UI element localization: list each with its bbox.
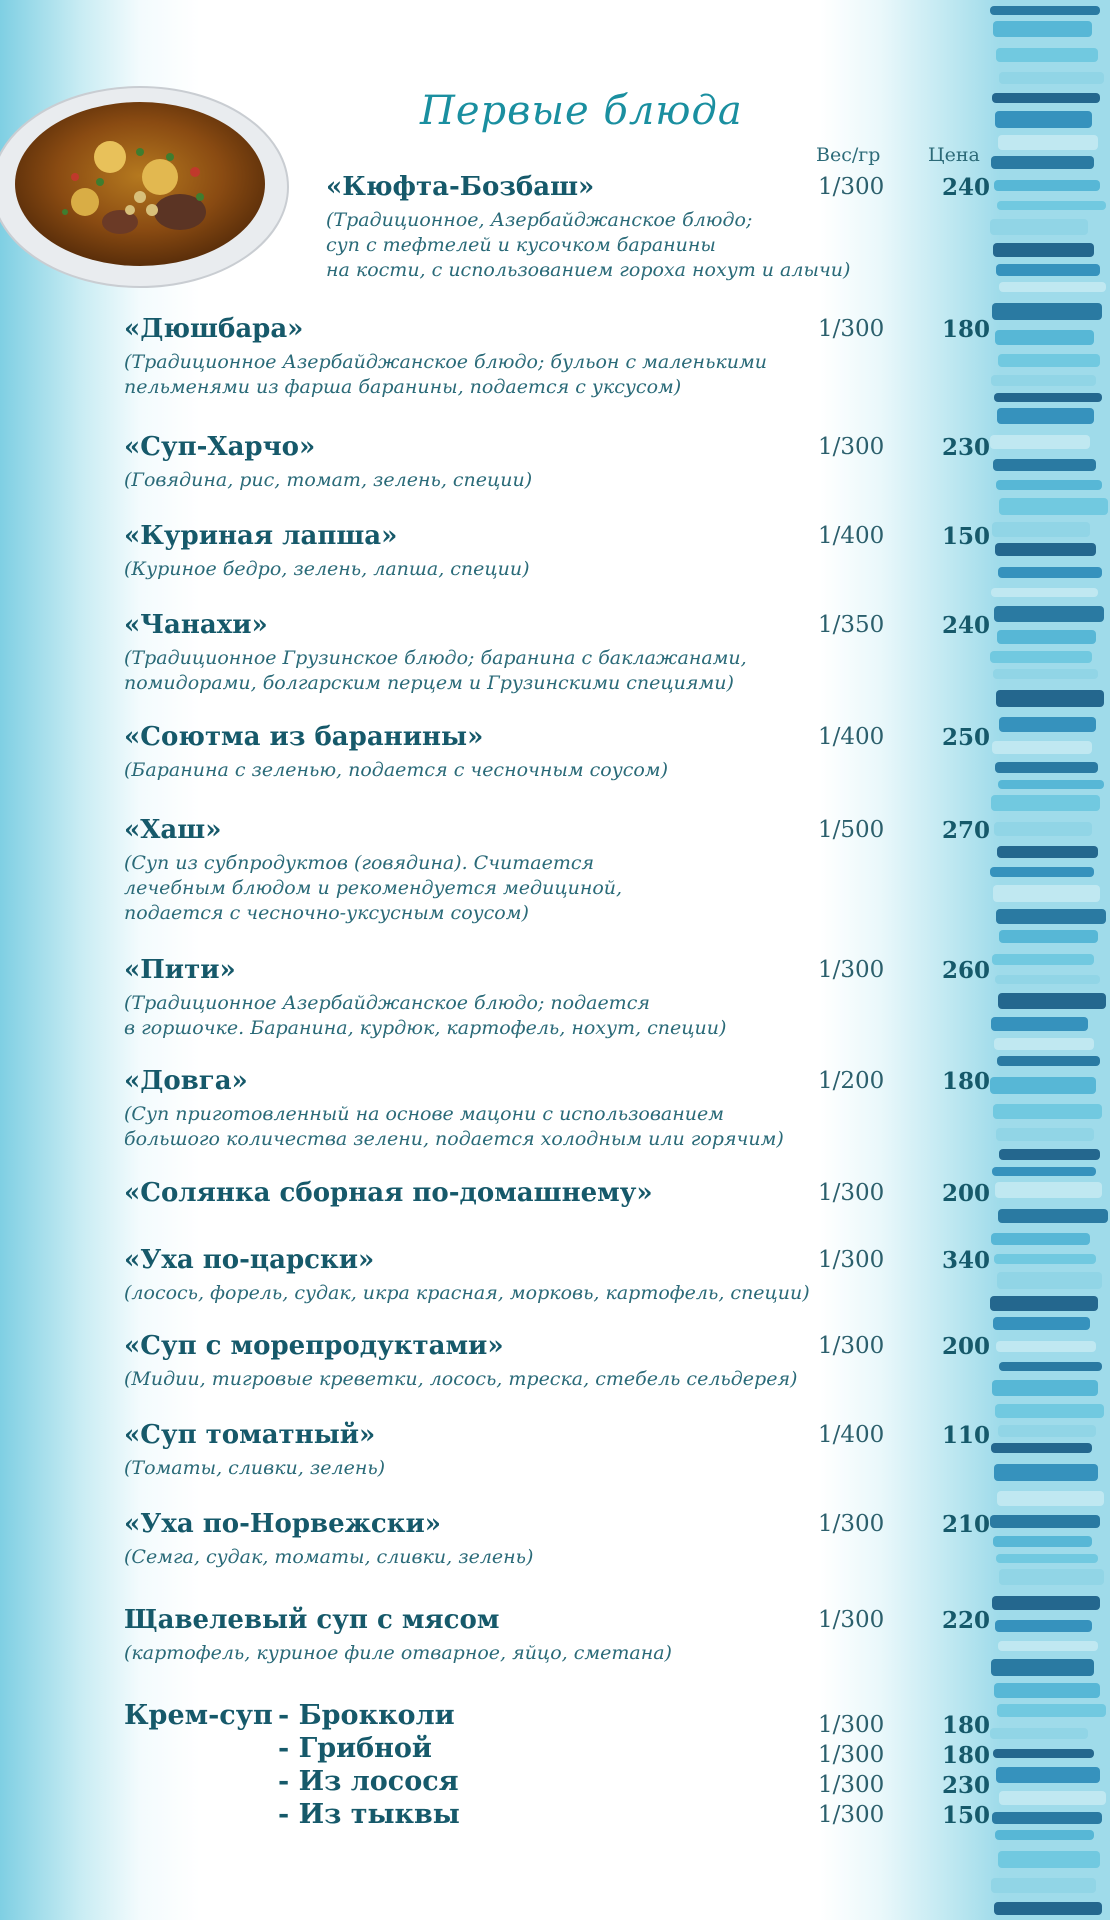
stripe xyxy=(992,1812,1102,1824)
item-weight: 1/400 xyxy=(818,1422,885,1448)
stripe xyxy=(994,180,1100,191)
item-price: 210 xyxy=(942,1511,991,1538)
stripe xyxy=(992,1167,1096,1176)
item-price: 180 xyxy=(942,1068,991,1095)
stripe xyxy=(998,1641,1098,1651)
variant-name: - Из тыквы xyxy=(278,1799,460,1830)
stripe xyxy=(995,1830,1094,1840)
stripe xyxy=(998,993,1106,1009)
section-title: Первые блюда xyxy=(420,88,743,134)
stripe xyxy=(993,885,1100,902)
item-description: (картофель, куриное филе отварное, яйцо, сметана) xyxy=(124,1642,672,1664)
stripe xyxy=(993,1317,1090,1330)
stripe xyxy=(999,930,1098,943)
variant-weight: 1/300 xyxy=(818,1772,885,1798)
item-weight: 1/350 xyxy=(818,612,885,638)
stripe xyxy=(990,1515,1100,1528)
item-weight: 1/300 xyxy=(818,1333,885,1359)
stripe xyxy=(999,72,1104,84)
stripe xyxy=(990,867,1094,877)
stripe xyxy=(994,1038,1094,1050)
stripe xyxy=(994,1683,1100,1698)
item-weight: 1/300 xyxy=(818,1247,885,1273)
variant-name: - Брокколи xyxy=(278,1700,455,1731)
stripe xyxy=(996,1767,1100,1783)
stripe xyxy=(997,408,1094,424)
stripe xyxy=(999,717,1096,732)
item-name: «Дюшбара» xyxy=(124,314,304,344)
variant-price: 230 xyxy=(942,1772,991,1799)
variant-name: - Из лосося xyxy=(278,1766,459,1797)
item-weight: 1/300 xyxy=(818,1180,885,1206)
item-name: «Куриная лапша» xyxy=(124,521,398,551)
item-name: «Соютма из баранины» xyxy=(124,722,484,752)
stripe xyxy=(991,1443,1092,1453)
stripe xyxy=(990,435,1090,449)
stripe xyxy=(998,780,1104,789)
stripe xyxy=(993,1749,1094,1758)
stripe xyxy=(999,498,1108,515)
stripe xyxy=(994,606,1104,622)
stripe xyxy=(990,6,1100,15)
item-name: «Суп-Харчо» xyxy=(124,432,316,462)
stripe xyxy=(991,156,1094,169)
item-description: (Баранина с зеленью, подается с чесночным соусом) xyxy=(124,759,668,781)
stripe xyxy=(994,393,1102,402)
item-name: «Довга» xyxy=(124,1066,248,1096)
stripe xyxy=(993,1104,1102,1119)
item-price: 200 xyxy=(942,1180,991,1207)
item-description: (Традиционное Азербайджанское блюдо; бульон с маленькими пельменями из фарша баранины, подается с уксусом) xyxy=(124,351,767,398)
stripe xyxy=(992,303,1102,320)
item-name: «Суп с морепродуктами» xyxy=(124,1331,504,1361)
cream-soup-group xyxy=(0,1700,990,1880)
item-description: (Традиционное Грузинское блюдо; баранина с баклажанами, помидорами, болгарским перцем и Грузинскими специями) xyxy=(124,647,747,694)
stripe xyxy=(991,375,1096,386)
item-price: 240 xyxy=(942,174,991,201)
stripe xyxy=(996,1341,1096,1352)
item-name: «Суп томатный» xyxy=(124,1420,376,1450)
cream-soup-variant xyxy=(0,1766,991,1799)
stripe xyxy=(992,1596,1100,1610)
variant-weight: 1/300 xyxy=(818,1802,885,1828)
item-name: «Уха по-Норвежски» xyxy=(124,1509,442,1539)
stripe xyxy=(991,1233,1090,1245)
item-description: (Куриное бедро, зелень, лапша, специи) xyxy=(124,558,530,580)
weight-column-header: Вес/гр xyxy=(816,144,881,166)
stripe xyxy=(996,48,1098,62)
item-weight: 1/400 xyxy=(818,724,885,750)
cream-soup-variant xyxy=(0,1700,991,1739)
stripe xyxy=(997,1491,1104,1506)
item-name: «Пити» xyxy=(124,955,236,985)
decorative-stripes xyxy=(990,0,1110,1920)
item-weight: 1/500 xyxy=(818,817,885,843)
variant-price: 180 xyxy=(942,1742,991,1769)
stripe xyxy=(997,1704,1106,1717)
item-price: 180 xyxy=(942,316,991,343)
item-description: (Говядина, рис, томат, зелень, специи) xyxy=(124,469,533,491)
item-weight: 1/300 xyxy=(818,1511,885,1537)
item-description: (Мидии, тигровые креветки, лосось, треска, стебель сельдерея) xyxy=(124,1368,798,1390)
stripe xyxy=(994,1254,1096,1264)
stripe xyxy=(990,1728,1088,1739)
stripe xyxy=(995,330,1094,345)
item-price: 110 xyxy=(942,1422,991,1449)
variant-price: 180 xyxy=(942,1712,991,1739)
variant-price: 150 xyxy=(942,1802,991,1829)
item-weight: 1/400 xyxy=(818,523,885,549)
stripe xyxy=(998,567,1102,578)
cream-soup-variant xyxy=(0,1799,990,1829)
item-name: «Уха по-царски» xyxy=(124,1245,375,1275)
stripe xyxy=(991,1878,1096,1893)
item-weight: 1/300 xyxy=(818,434,885,460)
item-weight: 1/300 xyxy=(818,957,885,983)
stripe xyxy=(991,1659,1094,1676)
item-weight: 1/300 xyxy=(818,174,885,200)
stripe xyxy=(996,1128,1094,1141)
stripe xyxy=(995,975,1100,984)
item-name: «Кюфта-Бозбаш» xyxy=(326,172,595,202)
stripe xyxy=(990,651,1092,663)
stripe xyxy=(996,480,1102,490)
stripe xyxy=(997,1056,1100,1066)
cream-soup-variant xyxy=(0,1733,991,1769)
stripe xyxy=(993,669,1098,679)
stripe xyxy=(995,111,1092,128)
item-name: «Солянка сборная по-домашнему» xyxy=(124,1178,653,1208)
item-weight: 1/200 xyxy=(818,1068,885,1094)
item-name: «Чанахи» xyxy=(124,610,268,640)
stripe xyxy=(994,1902,1102,1915)
cream-soup-label: Крем-суп xyxy=(124,1700,273,1731)
item-description: (лосось, форель, судак, икра красная, морковь, картофель, специи) xyxy=(124,1282,810,1304)
stripe xyxy=(990,1296,1098,1311)
stripe xyxy=(992,522,1090,537)
stripe xyxy=(995,762,1098,773)
stripe xyxy=(998,135,1098,150)
item-name: «Хаш» xyxy=(124,815,222,845)
stripe xyxy=(998,1209,1108,1223)
stripe xyxy=(999,1791,1106,1805)
item-price: 260 xyxy=(942,957,991,984)
stripe xyxy=(994,822,1092,836)
stripe xyxy=(991,588,1098,597)
stripe xyxy=(997,846,1098,858)
item-price: 150 xyxy=(942,523,991,550)
item-price: 270 xyxy=(942,817,991,844)
item-weight: 1/300 xyxy=(818,316,885,342)
stripe xyxy=(990,1077,1096,1094)
item-description: (Суп из субпродуктов (говядина). Считается лечебным блюдом и рекомендуется медициной, подается с чесночно-уксусным соусом) xyxy=(124,852,623,924)
stripe xyxy=(996,1554,1098,1563)
price-column-header: Цена xyxy=(928,144,980,166)
stripe xyxy=(995,1620,1092,1632)
stripe xyxy=(993,1536,1092,1547)
stripe xyxy=(997,1272,1102,1289)
stripe xyxy=(996,909,1106,924)
stripe xyxy=(993,21,1092,37)
stripe xyxy=(991,795,1100,811)
stripe xyxy=(999,1149,1100,1160)
item-weight: 1/300 xyxy=(818,1607,885,1633)
stripe xyxy=(995,543,1096,556)
item-description: (Семга, судак, томаты, сливки, зелень) xyxy=(124,1546,534,1568)
item-description: (Томаты, сливки, зелень) xyxy=(124,1457,386,1479)
stripe xyxy=(999,1362,1102,1371)
stripe xyxy=(992,954,1094,965)
item-name: Щавелевый суп с мясом xyxy=(124,1605,500,1635)
stripe xyxy=(999,1569,1104,1585)
stripe xyxy=(992,1380,1098,1396)
variant-name: - Грибной xyxy=(278,1733,432,1764)
variant-weight: 1/300 xyxy=(818,1742,885,1768)
stripe xyxy=(995,1404,1104,1418)
item-price: 200 xyxy=(942,1333,991,1360)
stripe xyxy=(998,354,1100,367)
item-price: 340 xyxy=(942,1247,991,1274)
item-description: (Традиционное Азербайджанское блюдо; подается в горшочке. Баранина, курдюк, картофель, нохут, специи) xyxy=(124,992,727,1039)
stripe xyxy=(992,741,1092,754)
stripe xyxy=(992,93,1100,103)
variant-weight: 1/300 xyxy=(818,1712,885,1738)
stripe xyxy=(998,1425,1096,1437)
stripe xyxy=(995,1182,1102,1198)
stripe xyxy=(998,1851,1100,1868)
stripe xyxy=(997,630,1096,644)
item-description: (Суп приготовленный на основе мацони с использованием большого количества зелени, подается холодным или горячим) xyxy=(124,1103,784,1150)
stripe xyxy=(996,690,1104,707)
stripe xyxy=(991,1017,1088,1031)
item-price: 220 xyxy=(942,1607,991,1634)
item-price: 240 xyxy=(942,612,991,639)
item-description: (Традиционное, Азербайджанское блюдо; суп с тефтелей и кусочком баранины на кости, с использованием гороха нохут и алычи) xyxy=(326,209,851,281)
stripe xyxy=(994,1464,1098,1481)
soup-bowl-image xyxy=(0,82,290,292)
stripe xyxy=(993,459,1096,471)
item-price: 250 xyxy=(942,724,991,751)
stripe xyxy=(999,282,1106,292)
item-price: 230 xyxy=(942,434,991,461)
